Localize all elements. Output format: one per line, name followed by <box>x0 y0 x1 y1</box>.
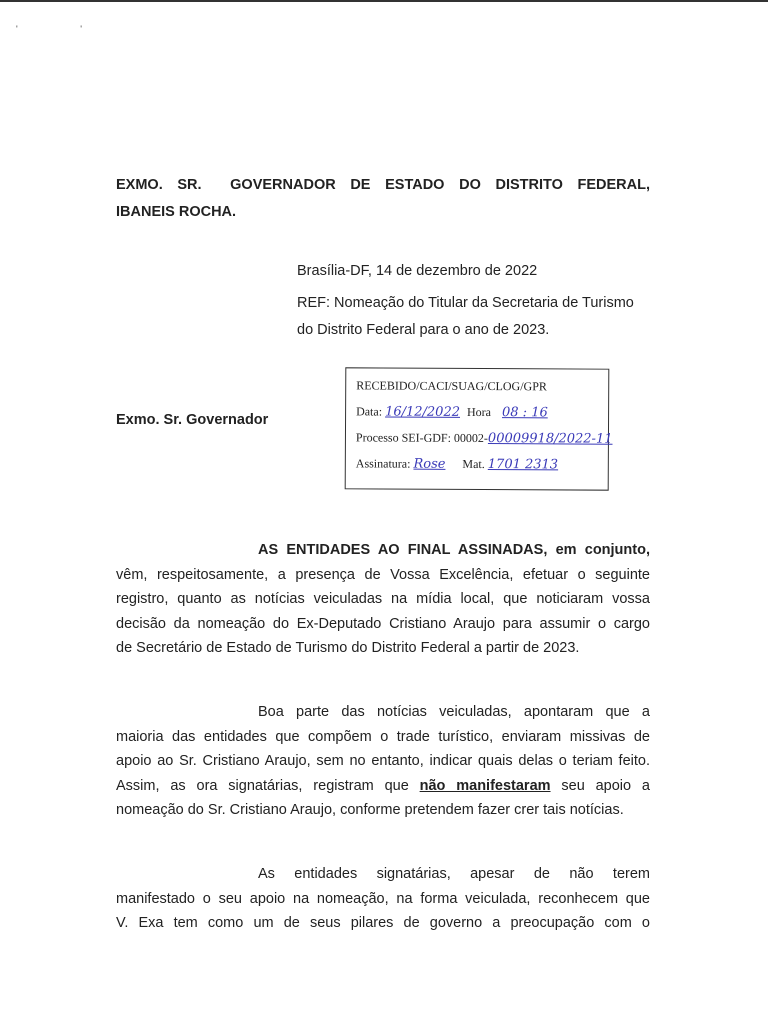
paragraph-2 <box>116 700 650 823</box>
paragraph-1-line: registro, quanto as notícias veiculadas na mídia local, que noticiaram vossa <box>116 591 650 607</box>
addressee-word: FEDERAL, <box>577 177 650 193</box>
stamp-process-label: Processo SEI-GDF: 00002- <box>355 430 488 446</box>
paragraph-1-lead: AS ENTIDADES AO FINAL ASSINADAS, em conjunto, <box>258 542 650 558</box>
stamp-mat-label: Mat. <box>462 456 485 472</box>
addressee-word: ESTADO <box>385 177 445 193</box>
stamp-hour-label: Hora <box>466 404 492 420</box>
addressee-block <box>116 172 650 226</box>
paragraph-2-line-4: Assim, as ora signatárias, registram que não manifestaram seu apoio a <box>116 777 650 794</box>
addressee-word: SR. <box>177 177 202 193</box>
addressee-word: DE <box>350 177 371 193</box>
paragraph-1-line: decisão da nomeação do Ex-Deputado Cristiano Araujo para assumir o cargo <box>116 615 650 632</box>
addressee-word: EXMO. <box>116 177 163 193</box>
reference-line-1: REF: Nomeação do Titular da Secretaria de Turismo <box>297 295 634 311</box>
addressee-word: DISTRITO <box>495 177 563 193</box>
addressee-line-2: IBANEIS ROCHA. <box>116 204 237 220</box>
stamp-date-label: Data: <box>356 404 383 419</box>
paragraph-3-line: V. Exa tem como um de seus pilares de governo a preocupação com o <box>116 915 650 931</box>
addressee-word: GOVERNADOR <box>230 177 336 193</box>
stamp-hour-value: 08 : 16 <box>501 405 548 421</box>
paragraph-2-line: nomeação do Sr. Cristiano Araujo, conforme pretendem fazer crer tais notícias. <box>116 802 624 818</box>
paragraph-2-line: maioria das entidades que compõem o trade turístico, enviaram missivas de <box>116 728 650 745</box>
scan-top-edge <box>0 0 768 2</box>
stamp-signature-row <box>356 456 558 472</box>
paragraph-1-line: vêm, respeitosamente, a presença de Vossa Excelência, efetuar o seguinte <box>116 566 650 583</box>
stamp-date-row <box>356 404 548 420</box>
paragraph-3-line: As entidades signatárias, apesar de não terem <box>258 866 650 882</box>
stamp-signature-label: Assinatura: <box>355 456 411 471</box>
paragraph-1 <box>116 538 650 661</box>
paragraph-2-line: apoio ao Sr. Cristiano Araujo, sem no entanto, indicar quais delas o teriam feito. <box>116 753 650 769</box>
paragraph-2-line: Boa parte das notícias veiculadas, apontaram que a <box>258 704 650 720</box>
addressee-word: DO <box>459 177 481 193</box>
stamp-date-value: 16/12/2022 <box>385 404 461 420</box>
emphasis-not-manifested: não manifestaram <box>419 777 551 794</box>
reference <box>297 290 667 344</box>
stamp-process-row <box>356 430 613 446</box>
stamp-title: RECEBIDO/CACI/SUAG/CLOG/GPR <box>356 378 547 394</box>
paragraph-1-line: de Secretário de Estado de Turismo do Distrito Federal a partir de 2023. <box>116 640 580 656</box>
salutation: Exmo. Sr. Governador <box>116 412 269 428</box>
reference-line-2: do Distrito Federal para o ano de 2023. <box>297 322 550 338</box>
addressee-line-1 <box>116 172 650 199</box>
paragraph-3-line: manifestado o seu apoio na nomeação, na forma veiculada, reconhecem que <box>116 890 650 907</box>
received-stamp <box>345 367 613 490</box>
stamp-process-value: 00009918/2022-11 <box>487 431 613 447</box>
paragraph-3 <box>116 862 650 936</box>
stamp-signature-value: Rose <box>413 456 446 472</box>
place-date: Brasília-DF, 14 de dezembro de 2022 <box>297 263 538 279</box>
stamp-mat-value: 1701 2313 <box>487 457 559 473</box>
scan-specks: ' ' <box>16 24 112 34</box>
